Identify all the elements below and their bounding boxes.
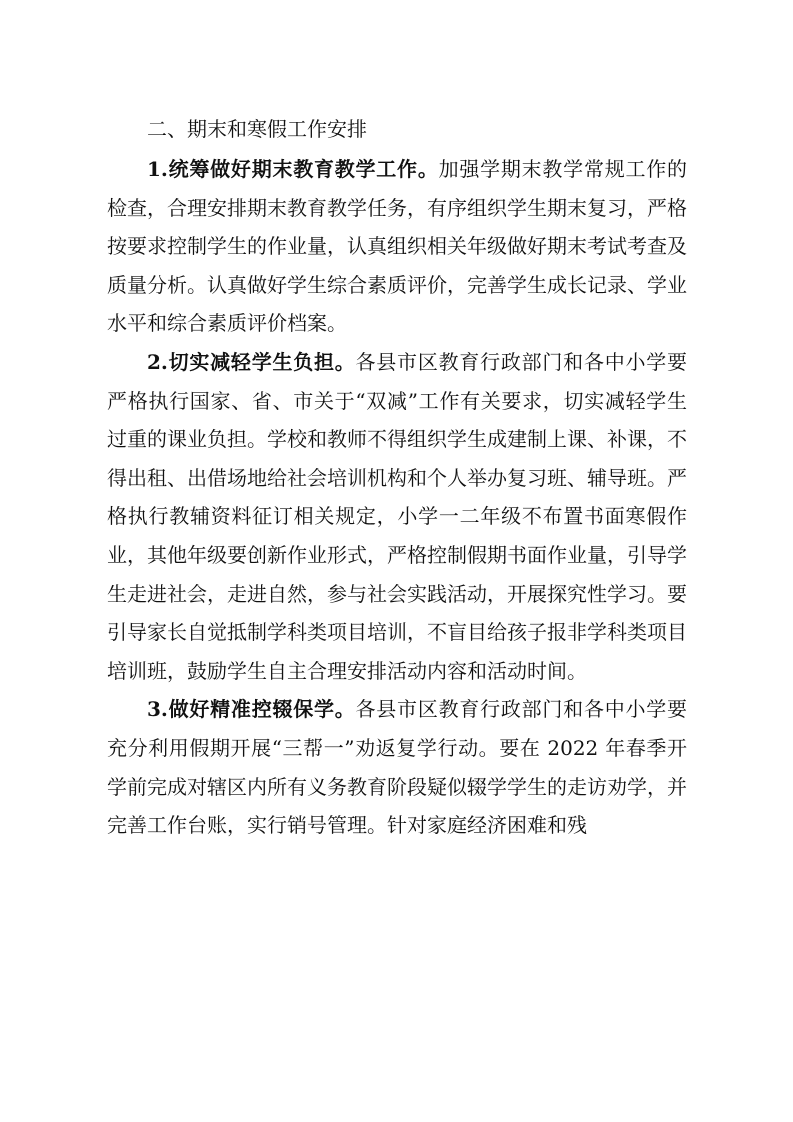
document-body bbox=[107, 108, 687, 845]
section-heading: 二、期末和寒假工作安排 bbox=[147, 117, 367, 141]
paragraph-2 bbox=[107, 343, 687, 690]
paragraph-2-body: 各县市区教育行政部门和各中小学要严格执行国家、省、市关于“双减”工作有关要求，切实减轻学生过重的课业负担。学校和教师不得组织学生成建制上课、补课，不得出租、出借场地给社会培训机构和个人举办复习班、辅导班。严格执行教辅资料征订相关规定，小学一二年级不布置书面寒假作业，其他年级要创新作业形式，严格控制假期书面作业量，引导学生走进社会，走进自然，参与社会实践活动，开展探究性学习。要引导家长自觉抵制学科类项目培训，不盲目给孩子报非学科类项目培训班，鼓励学生自主合理安排活动内容和活动时间。 bbox=[107, 349, 687, 683]
paragraph-3 bbox=[107, 690, 687, 844]
paragraph-3-lead: 3.做好精准控辍保学。 bbox=[147, 697, 356, 722]
paragraph-3-body: 各县市区教育行政部门和各中小学要充分利用假期开展“三帮一”劝返复学行动。要在 2022 年春季开学前完成对辖区内所有义务教育阶段疑似辍学学生的走访劝学，并完善工作台账，实行销号管理。针对家庭经济困难和残 bbox=[107, 697, 687, 838]
paragraph-1-body: 加强学期末教学常规工作的检查，合理安排期末教育教学任务，有序组织学生期末复习，严格按要求控制学生的作业量，认真组织相关年级做好期末考试考查及质量分析。认真做好学生综合素质评价，完善学生成长记录、学业水平和综合素质评价档案。 bbox=[107, 157, 688, 336]
paragraph-2-lead: 2.切实减轻学生负担。 bbox=[147, 349, 356, 374]
paragraph-1-lead: 1.统筹做好期末教育教学工作。 bbox=[147, 157, 439, 181]
paragraph-1 bbox=[107, 150, 687, 343]
